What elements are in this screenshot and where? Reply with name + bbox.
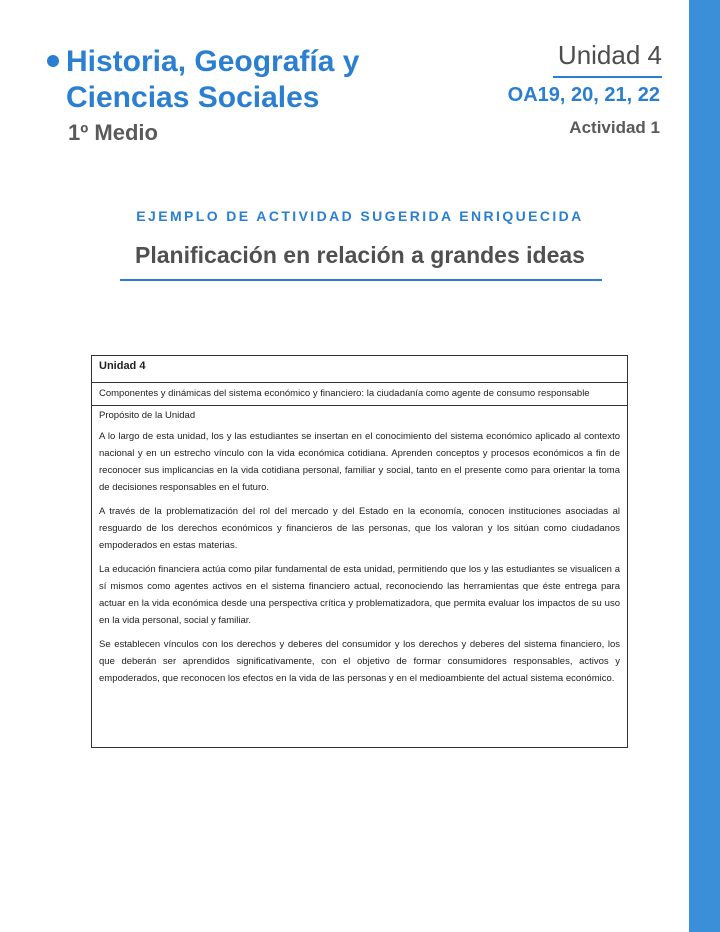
unit-divider — [553, 76, 662, 78]
side-accent-bar — [689, 0, 720, 932]
subject-title — [66, 44, 359, 116]
oa-label: OA19, 20, 21, 22 — [507, 84, 660, 106]
title-divider — [120, 279, 602, 281]
purpose-paragraph: A lo largo de esta unidad, los y las estudiantes se insertan en el conocimiento del sistema económico aplicado al contexto nacional y en un estrecho vínculo con la vida económica cotidiana. Aprenden conceptos y procesos económicos a fin de reconocer sus implicancias en la vida cotidiana personal, familiar y social, tanto en el presente como para orientar la toma de decisiones responsables en el futuro. — [99, 431, 620, 493]
purpose-paragraph: La educación financiera actúa como pilar fundamental de esta unidad, permitiendo que los y las estudiantes se visualicen a sí mismos como agentes activos en el sistema financiero actual, reconociendo las herramientas que éste entrega para actuar en la vida económica desde una perspectiva crítica y problematizadora, que permita evaluar los impactos de su uso en la vida personal, social y familiar. — [99, 564, 620, 626]
bullet-dot-icon — [47, 55, 59, 67]
grade-label: 1º Medio — [68, 120, 158, 145]
activity-label: Actividad 1 — [569, 118, 660, 137]
section-eyebrow: EJEMPLO DE ACTIVIDAD SUGERIDA ENRIQUECIDA — [136, 208, 584, 224]
table-row-unit: Unidad 4 — [92, 356, 627, 383]
purpose-paragraph: A través de la problematización del rol del mercado y del Estado en la economía, conocen instituciones asociadas al resguardo de los derechos económicos y financieros de las personas, que los valoran y los sitúan como ciudadanos empoderados en estas materias. — [99, 506, 620, 551]
subject-line-1: Historia, Geografía y — [66, 45, 360, 78]
subject-line-2: Ciencias Sociales — [66, 81, 320, 114]
unit-planning-table — [91, 355, 628, 748]
unit-label: Unidad 4 — [557, 40, 662, 70]
purpose-paragraph: Se establecen vínculos con los derechos y deberes del consumidor y los derechos y deberes del sistema financiero, los que deberán ser aprendidos significativamente, con el objetivo de formar consumidores responsables, activos y empoderados, que reconocen los efectos en la vida de las personas y en el medioambiente del actual sistema económico. — [99, 639, 620, 684]
table-row-purpose — [92, 406, 627, 698]
table-row-topic: Componentes y dinámicas del sistema económico y financiero: la ciudadanía como agente de consumo responsable — [92, 383, 627, 406]
purpose-label: Propósito de la Unidad — [99, 410, 196, 421]
section-title: Planificación en relación a grandes ideas — [135, 242, 585, 268]
